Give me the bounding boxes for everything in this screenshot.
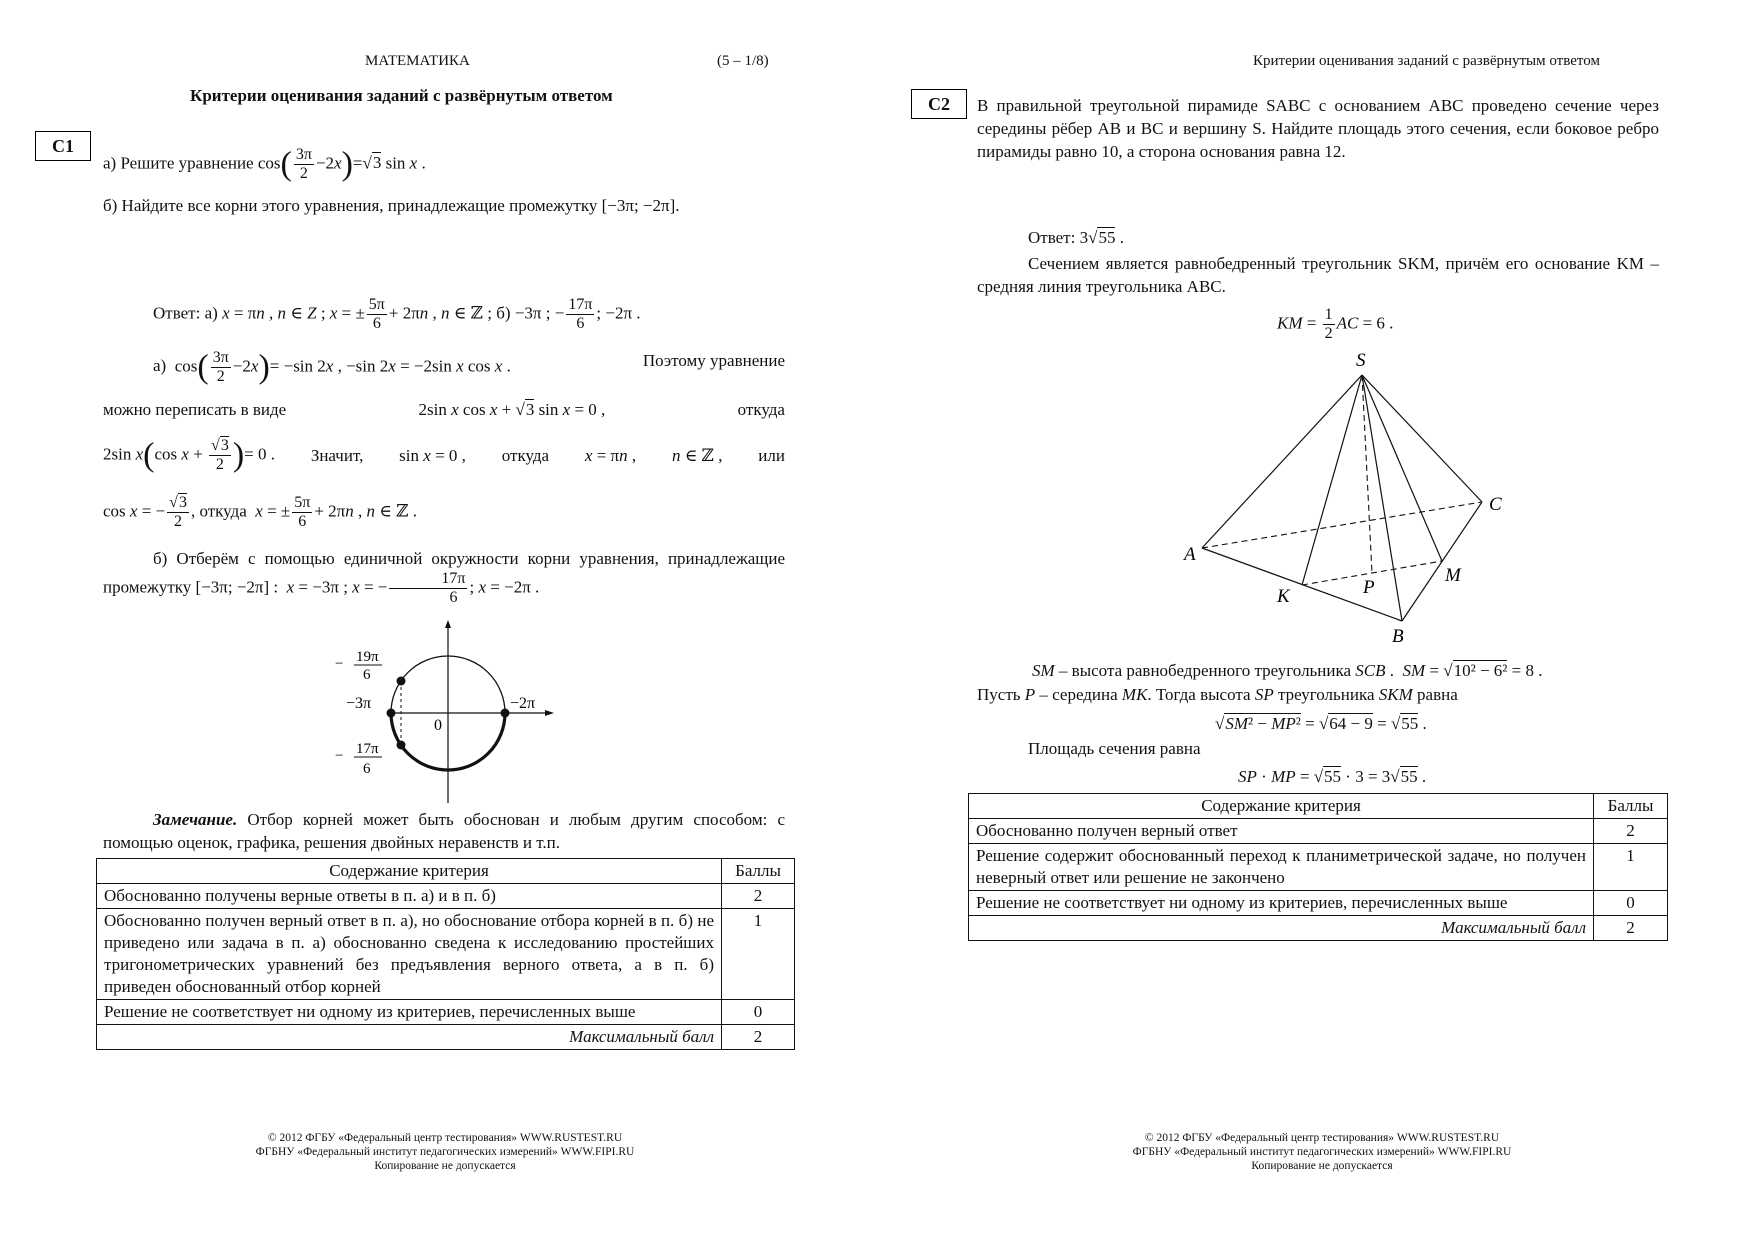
footer-line: © 2012 ФГБУ «Федеральный центр тестирования» WWW.RUSTEST.RU: [267, 1132, 623, 1144]
header-title-right: Критерии оценивания заданий с развёрнутым ответом: [1253, 53, 1600, 69]
solution-a-text2: можно переписать в виде: [103, 400, 287, 419]
table-header-cell: Баллы: [722, 859, 795, 884]
task-b: б) Найдите все корни этого уравнения, принадлежащие промежутку [−3π; −2π].: [103, 196, 680, 215]
vertex-m: M: [1445, 565, 1461, 586]
label-minus-3pi: −3π: [346, 695, 372, 712]
pyramid-diagram: [1180, 348, 1500, 648]
solution-a-text7: откуда: [199, 501, 247, 521]
max-score-value: 2: [722, 1025, 795, 1050]
vertex-p: P: [1363, 577, 1375, 598]
task-a-label: а) Решите уравнение: [103, 153, 254, 173]
table-header-cell: Баллы: [1594, 794, 1668, 819]
vertex-a: A: [1184, 544, 1196, 565]
area-label: Площадь сечения равна: [1028, 739, 1201, 758]
label-17pi-num: 17π: [356, 741, 379, 757]
point-minus-2pi: [501, 709, 510, 718]
header-subject: МАТЕМАТИКА: [365, 53, 470, 69]
max-score-value: 2: [1594, 916, 1668, 941]
let-p-line: Пусть P – середина MK. Тогда высота SP треугольника SKM равна: [977, 685, 1458, 704]
criterion-points: 2: [722, 884, 795, 909]
label-minus-2pi: −2π: [510, 695, 536, 712]
point-minus-19pi-6: [397, 677, 406, 686]
unit-circle-diagram: [330, 618, 560, 808]
sm-text: – высота равнобедренного треугольника: [1058, 661, 1352, 680]
table-row: [969, 819, 1668, 844]
criterion-text: Решение не соответствует ни одному из критериев, перечисленных выше: [97, 1000, 722, 1025]
task-tag-c1: С1: [35, 131, 91, 161]
area-formula: SP · MP = √55 · 3 = 3√55 .: [1238, 767, 1427, 786]
sm-height-line: SM – высота равнобедренного треугольника SCB . SM = √10² − 6² = 8 .: [1032, 661, 1543, 680]
edge-sm: [1362, 375, 1442, 561]
table-max-row: [97, 1025, 795, 1050]
let-text3: . Тогда высота: [1147, 685, 1251, 704]
footer-line: Копирование не допускается: [1251, 1160, 1393, 1172]
answer-c2: Ответ: 3√55 .: [1028, 228, 1124, 247]
criteria-table-c1: [96, 858, 795, 1050]
table-header-cell: Содержание критерия: [97, 859, 722, 884]
y-axis-arrow: [445, 620, 451, 628]
solution-a-text4: Значит,: [310, 446, 364, 465]
vertex-b: B: [1392, 626, 1404, 647]
label-zero: 0: [434, 717, 442, 734]
sp-formula: √SM² − MP² = √64 − 9 = √55 .: [1215, 714, 1427, 733]
table-row: [969, 891, 1668, 916]
vertex-k: K: [1277, 586, 1290, 607]
max-score-label: Максимальный балл: [969, 916, 1594, 941]
solution-b: б) Отберём с помощью единичной окружности корни уравнения, принадлежащие промежутку [−3π; −2π] : x = −3π ; x = − $\frac{17\pi}{6}$ ; x = −2π .: [103, 549, 785, 606]
table-row: [97, 1000, 795, 1025]
solution-a: а) cos( $\frac{3\pi}{2}$ −2x)= −sin 2x , −sin 2x = −2sin x cos x . Поэтому уравнение: [153, 348, 785, 386]
note: [103, 808, 785, 854]
footer-right: [1047, 1131, 1597, 1173]
answer-c2-label: Ответ:: [1028, 228, 1076, 247]
solution-b-text: б) Отберём с помощью единичной окружности корни уравнения, принадлежащие промежутку: [103, 549, 785, 597]
footer-left: [170, 1131, 720, 1173]
vertex-c: C: [1489, 494, 1502, 515]
note-label: Замечание.: [153, 810, 238, 829]
table-row: [97, 884, 795, 909]
answer-line: Ответ: а) x = πn , n ∈ Z ; x = ± $\frac{5\pi}{6}$ + 2πn , n ∈ ℤ ; б) −3π ; − $\frac{17\pi}{6}$ ; −2π .: [153, 296, 641, 332]
let-text2: – середина: [1039, 685, 1118, 704]
solution-a-label: а): [153, 356, 167, 376]
criterion-points: 1: [1594, 844, 1668, 891]
label-minus-sign-1: −: [335, 656, 344, 672]
footer-line: © 2012 ФГБУ «Федеральный центр тестирования» WWW.RUSTEST.RU: [1144, 1132, 1500, 1144]
let-text5: равна: [1417, 685, 1458, 704]
criterion-text: Обоснованно получен верный ответ в п. а), но обоснование отбора корней в п. б) не приведено или задача в п. а) обоснованно сведена к исследованию простейших тригонометрических уравнений без предъявления верного ответа, а в п. б) приведен обоснованный отбор корней: [97, 909, 722, 1000]
criterion-text: Решение не соответствует ни одному из критериев, перечисленных выше: [969, 891, 1594, 916]
point-minus-17pi-6: [397, 741, 406, 750]
task-a: а) Решите уравнение cos( $\frac{3\pi}{2}$ −2x)=√3 sin x .: [103, 145, 426, 183]
table-max-row: [969, 916, 1668, 941]
solution-a-text6: или: [758, 446, 785, 465]
footer-line: Копирование не допускается: [374, 1160, 516, 1172]
let-text: Пусть: [977, 685, 1021, 704]
page-title: Критерии оценивания заданий с развёрнутым ответом: [190, 86, 613, 105]
edge-sk: [1302, 375, 1362, 585]
criterion-text: Обоснованно получены верные ответы в п. а) и в п. б): [97, 884, 722, 909]
criterion-points: 2: [1594, 819, 1668, 844]
criterion-text: Обоснованно получен верный ответ: [969, 819, 1594, 844]
footer-line: ФГБНУ «Федеральный институт педагогических измерений» WWW.FIPI.RU: [1132, 1146, 1512, 1158]
label-minus-sign-2: −: [335, 748, 344, 764]
task-tag-c2: С2: [911, 89, 967, 119]
answer-label: Ответ:: [153, 303, 201, 323]
solution-a-text: Поэтому уравнение: [642, 351, 785, 370]
table-header-row: [97, 859, 795, 884]
km-formula: KM = $\frac{1}{2}$ AC = 6 .: [1277, 306, 1394, 342]
section-description: Сечением является равнобедренный треугольник SKM, причём его основание KM – средняя линия треугольника ABC.: [977, 254, 1659, 296]
table-header-row: [969, 794, 1668, 819]
table-header-cell: Содержание критерия: [969, 794, 1594, 819]
criterion-points: 0: [1594, 891, 1668, 916]
criterion-points: 0: [722, 1000, 795, 1025]
solution-a-line2: можно переписать в виде 2sin x cos x + √3 sin x = 0 , откуда: [103, 400, 785, 419]
criterion-points: 1: [722, 909, 795, 1000]
edge-ac-hidden: [1202, 502, 1482, 548]
point-minus-3pi: [387, 709, 396, 718]
solution-a-line4: cos x = − $\frac{√3}{2}$ , откуда x = ± $\frac{5\pi}{6}$ + 2πn , n ∈ ℤ .: [103, 494, 418, 530]
label-19pi-den: 6: [363, 667, 371, 683]
criteria-table-c2: [968, 793, 1668, 941]
edge-sa: [1202, 375, 1362, 548]
footer-line: ФГБНУ «Федеральный институт педагогических измерений» WWW.FIPI.RU: [255, 1146, 635, 1158]
label-17pi-den: 6: [363, 761, 371, 777]
let-text4: треугольника: [1277, 685, 1375, 704]
solution-a-text5: откуда: [501, 446, 550, 465]
max-score-label: Максимальный балл: [97, 1025, 722, 1050]
label-19pi-num: 19π: [356, 649, 379, 665]
table-row: [97, 909, 795, 1000]
table-row: [969, 844, 1668, 891]
header-page-number: (5 – 1/8): [717, 53, 769, 69]
solution-a-text3: откуда: [737, 400, 785, 419]
vertex-s: S: [1356, 350, 1366, 371]
criterion-text: Решение содержит обоснованный переход к планиметрической задаче, но получен неверный ответ или решение не закончено: [969, 844, 1594, 891]
solution-a-line3: 2sin x(cos x + $\frac{√3}{2}$ )= 0 . Значит, sin x = 0 , откуда x = πn , n ∈ ℤ , или: [103, 436, 785, 474]
task-c2-text: В правильной треугольной пирамиде SABC с основанием ABC проведено сечение через середины рёбер AB и BC и вершину S. Найдите площадь этого сечения, если боковое ребро пирамиды равно 10, а сторона основания равна 12.: [977, 96, 1659, 161]
x-axis-arrow: [545, 710, 554, 716]
note-text: Отбор корней может быть обоснован и любым другим способом: с помощью оценок, графика, решения двойных неравенств и т.п.: [103, 810, 785, 852]
